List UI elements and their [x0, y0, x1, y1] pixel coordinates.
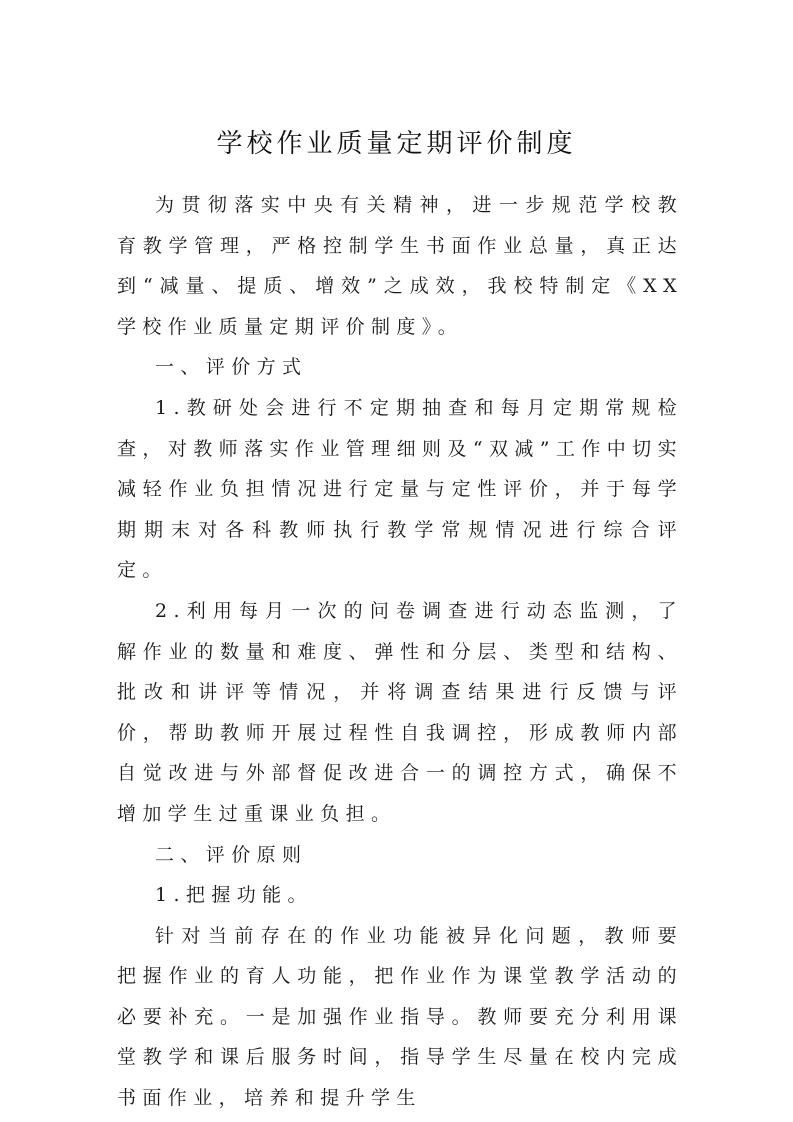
intro-paragraph: 为贯彻落实中央有关精神，进一步规范学校教育教学管理，严格控制学生书面作业总量，真正达到“减量、提质、增效”之成效，我校特制定《XX学校作业质量定期评价制度》。: [117, 194, 683, 338]
paragraph-method-1: 1.教研处会进行不定期抽查和每月定期常规检查，对教师落实作业管理细则及“双减”工作中切实减轻作业负担情况进行定量与定性评价，并于每学期期末对各科教师执行教学常规情况进行综合评定。: [117, 396, 683, 582]
paragraph-principle-1: 针对当前存在的作业功能被异化问题，教师要把握作业的育人功能，把作业作为课堂教学活动的必要补充。一是加强作业指导。教师要充分利用课堂教学和课后服务时间，指导学生尽量在校内完成书面作业，培养和提升学生: [117, 924, 683, 1110]
section-heading-evaluation-method: 一、评价方式: [155, 356, 308, 379]
document-title: 学校作业质量定期评价制度: [216, 129, 577, 159]
section-heading-evaluation-principles: 二、评价原则: [155, 843, 308, 866]
document-body: [117, 185, 683, 1119]
paragraph-method-2: 2.利用每月一次的问卷调查进行动态监测，了解作业的数量和难度、弹性和分层、类型和结构、批改和讲评等情况，并将调查结果进行反馈与评价，帮助教师开展过程性自我调控，形成教师内部自觉改进与外部督促改进合一的调控方式，确保不增加学生过重课业负担。: [117, 599, 683, 825]
subheading-principle-1: 1.把握功能。: [155, 884, 313, 907]
